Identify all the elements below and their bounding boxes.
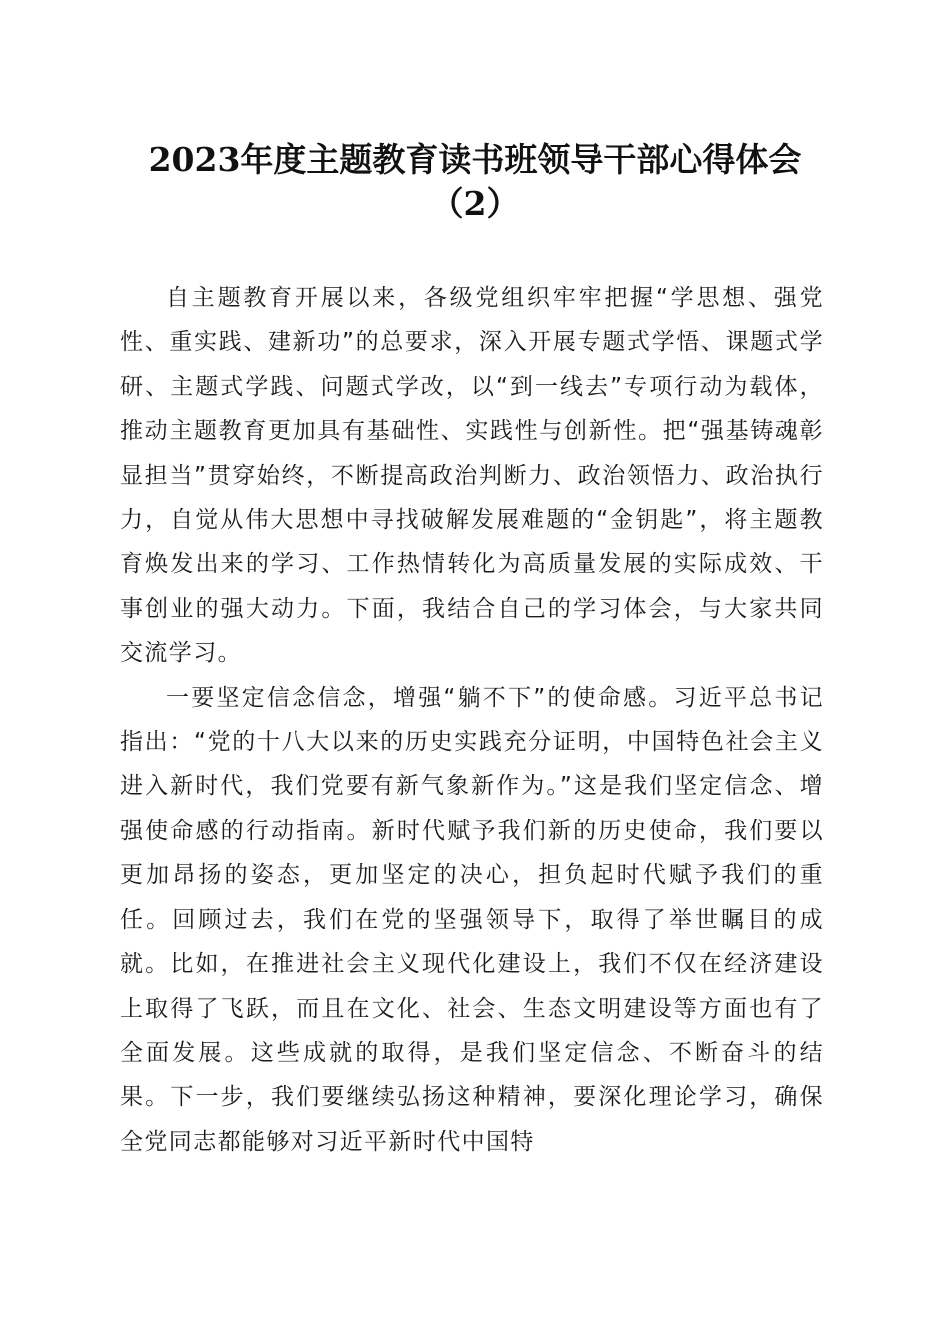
document-title: 2023年度主题教育读书班领导干部心得体会 (148, 140, 802, 179)
paragraph-intro: 自主题教育开展以来，各级党组织牢牢把握“学思想、强党性、重实践、建新功”的总要求，深入开展专题式学悟、课题式学研、主题式学践、问题式学改，以“到一线去”专项行动为载体，推动主题教育更加具有基础性、实践性与创新性。把“强基铸魂彰显担当”贯穿始终，不断提高政治判断力、政治领悟力、政治执行力，自觉从伟大思想中寻找破解发展难题的“金钥匙”，将主题教育焕发出来的学习、工作热情转化为高质量发展的实际成效、干事创业的强大动力。下面，我结合自己的学习体会，与大家共同交流学习。 (120, 285, 824, 667)
document-body (120, 276, 824, 1164)
document-title-number: （2） (430, 184, 520, 223)
paragraph-point-one: 一要坚定信念信念，增强“躺不下”的使命感。习近平总书记指出：“党的十八大以来的历史实践充分证明，中国特色社会主义进入新时代，我们党要有新气象新作为。”这是我们坚定信念、增强使命感的行动指南。新时代赋予我们新的历史使命，我们要以更加昂扬的姿态，更加坚定的决心，担负起时代赋予我们的重任。回顾过去，我们在党的坚强领导下，取得了举世瞩目的成就。比如，在推进社会主义现代化建设上，我们不仅在经济建设上取得了飞跃，而且在文化、社会、生态文明建设等方面也有了全面发展。这些成就的取得，是我们坚定信念、不断奋斗的结果。下一步，我们要继续弘扬这种精神，要深化理论学习，确保全党同志都能够对习近平新时代中国特 (120, 684, 824, 1155)
